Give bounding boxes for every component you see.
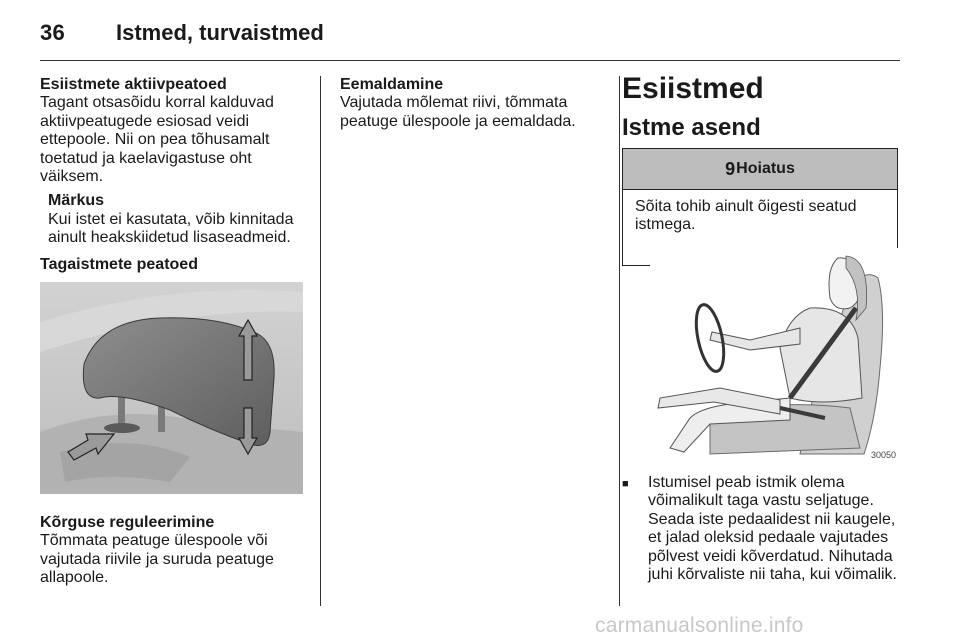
- watermark: carmanualsonline.info: [595, 614, 804, 637]
- note-line: Kui istet ei kasutata, võib kinnitada: [48, 210, 294, 228]
- page-number: 36: [40, 20, 66, 45]
- note-heading: Märkus: [48, 192, 105, 210]
- body-line: Vajutada mõlemat riivi, tõmmata: [340, 94, 568, 112]
- warning-title: Hoiatus: [736, 160, 795, 177]
- seat-position-illustration: [650, 248, 900, 462]
- body-line: väiksem.: [40, 168, 104, 186]
- bullet-line: et jalad oleksid pedaale vajutades: [648, 529, 889, 547]
- section-heading-removal: Eemaldamine: [340, 76, 444, 93]
- bullet-square-icon: ■: [622, 478, 629, 490]
- column-1-bottom: [40, 514, 310, 588]
- bullet-line: võimalikult taga vastu seljatuge.: [648, 492, 874, 510]
- body-line: vajutada riivile ja suruda peatuge: [40, 550, 274, 568]
- bullet-text: [648, 474, 902, 584]
- column-divider: [619, 76, 620, 606]
- bullet-line: juhi kõrvaliste nii taha, kui võimalik.: [648, 566, 897, 584]
- column-1-top: [40, 76, 310, 274]
- column-divider: [320, 76, 321, 606]
- warning-line: istmega.: [635, 216, 696, 234]
- section-title-front-seats: Esiistmed: [622, 72, 764, 105]
- section-heading-rear-headrests: Tagaistmete peatoed: [40, 255, 198, 273]
- body-line: ettepoole. Nii on pea tõhusamalt: [40, 131, 270, 149]
- warning-body: [623, 190, 897, 243]
- body-line: allapoole.: [40, 569, 109, 587]
- warning-header: [623, 149, 897, 190]
- body-line: peatuge ülespoole ja eemaldada.: [340, 112, 576, 130]
- body-line: toetatud ja kaelavigastuse oht: [40, 149, 252, 167]
- warning-line: Sõita tohib ainult õigesti seatud: [635, 198, 857, 215]
- figure-number: 30050: [870, 450, 896, 460]
- bullet-line: põlvest veidi kõverdatud. Nihutada: [648, 547, 893, 565]
- bullet-line: Istumisel peab istmik olema: [648, 474, 845, 491]
- note-block: [40, 192, 310, 247]
- column-2: [340, 76, 610, 131]
- body-line: Tagant otsasõidu korral kalduvad: [40, 94, 274, 112]
- header-rule: [40, 60, 900, 61]
- section-subtitle-seat-position: Istme asend: [622, 114, 761, 141]
- note-line: ainult heakskiidetud lisaseadmeid.: [48, 229, 291, 247]
- section-heading-active-headrests: Esiistmete aktiivpeatoed: [40, 76, 227, 93]
- page-title: Istmed, turvaistmed: [116, 20, 324, 45]
- bullet-list-item: [622, 474, 902, 584]
- bullet-line: Seada iste pedaalidest nii kaugele,: [648, 510, 896, 528]
- page-header: [40, 18, 900, 58]
- warning-triangle-icon: 9: [725, 158, 736, 179]
- body-line: aktiivpeatugede esiosad veidi: [40, 112, 250, 130]
- section-heading-height-adjust: Kõrguse reguleerimine: [40, 514, 215, 531]
- body-line: Tõmmata peatuge ülespoole või: [40, 532, 268, 550]
- rear-headrest-illustration: [40, 282, 303, 494]
